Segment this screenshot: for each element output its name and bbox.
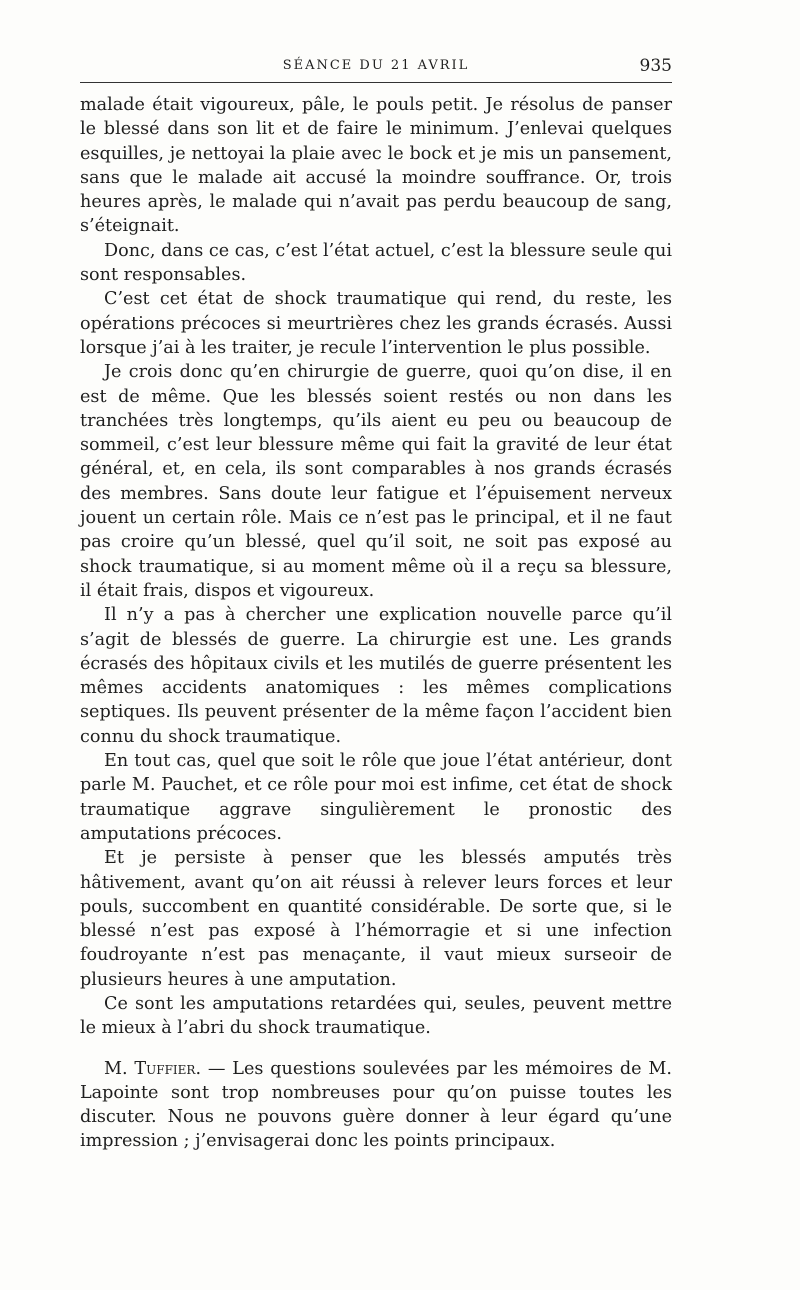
speaker-paragraph xyxy=(80,1057,672,1154)
paragraph-3: C’est cet état de shock traumatique qui rend, du reste, les opérations précoces si meurtrières chez les grands écrasés. Aussi lorsque j’ai à les traiter, je recule l’intervention le plus possible. xyxy=(80,289,672,358)
paragraph-4: Je crois donc qu’en chirurgie de guerre, quoi qu’on dise, il en est de même. Que les blessés soient restés ou non dans les tranchées très longtemps, qu’ils aient eu peu ou beaucoup de sommeil, c’est leur blessure même qui fait la gravité de leur état général, et, en cela, ils sont comparables à nos grands écrasés des membres. Sans doute leur fatigue et l’épuisement nerveux jouent un certain rôle. Mais ce n’est pas le principal, et il ne faut pas croire qu’un blessé, quel qu’il soit, ne soit pas exposé au shock traumatique, si au moment même où il a reçu sa blessure, il était frais, dispos et vigoureux. xyxy=(80,362,672,601)
paragraph-7: Et je persiste à penser que les blessés amputés très hâtivement, avant qu’on ait réussi à relever leurs forces et leur pouls, succombent en quantité considérable. De sorte que, si le blessé n’est pas exposé à l’hémorragie et si une infection foudroyante n’est pas menaçante, il vaut mieux surseoir de plusieurs heures à une amputation. xyxy=(80,848,672,990)
paragraph-1: malade était vigoureux, pâle, le pouls petit. Je résolus de panser le blessé dans son lit et de faire le minimum. J’enlevai quelques esquilles, je nettoyai la plaie avec le bock et je mis un pansement, sans que le malade ait accusé la moindre souffrance. Or, trois heures après, le malade qui n’avait pas perdu beaucoup de sang, s’éteignait. xyxy=(80,95,672,237)
paragraph-8: Ce sont les amputations retardées qui, seules, peuvent mettre le mieux à l’abri du shock traumatique. xyxy=(80,993,672,1039)
speaker-text: — Les questions soulevées par les mémoires de M. Lapointe sont trop nombreuses pour qu’on puisse toutes les discuter. Nous ne pouvons guère donner à leur égard qu’une impression ; j’envisagerai donc les points principaux. xyxy=(80,1058,672,1152)
paragraph-2: Donc, dans ce cas, c’est l’état actuel, c’est la blessure seule qui sont responsables. xyxy=(80,240,672,286)
paragraph-5: Il n’y a pas à chercher une explication nouvelle parce qu’il s’agit de blessés de guerre. La chirurgie est une. Les grands écrasés des hôpitaux civils et les mutilés de guerre présentent les mêmes accidents anatomiques : les mêmes complications septiques. Ils peuvent présenter de la même façon l’accident bien connu du shock traumatique. xyxy=(80,605,672,747)
page-number: 935 xyxy=(639,56,672,76)
running-header xyxy=(80,50,672,83)
body-text xyxy=(80,93,672,1154)
header-title: SÉANCE DU 21 AVRIL xyxy=(282,58,470,73)
book-page xyxy=(80,50,672,1154)
paragraph-6: En tout cas, quel que soit le rôle que joue l’état antérieur, dont parle M. Pauchet, et ce rôle pour moi est infime, cet état de shock traumatique aggrave singulièrement le pronostic des amputations précoces. xyxy=(80,751,672,844)
speaker-name: M. Tuffier. xyxy=(104,1058,202,1079)
